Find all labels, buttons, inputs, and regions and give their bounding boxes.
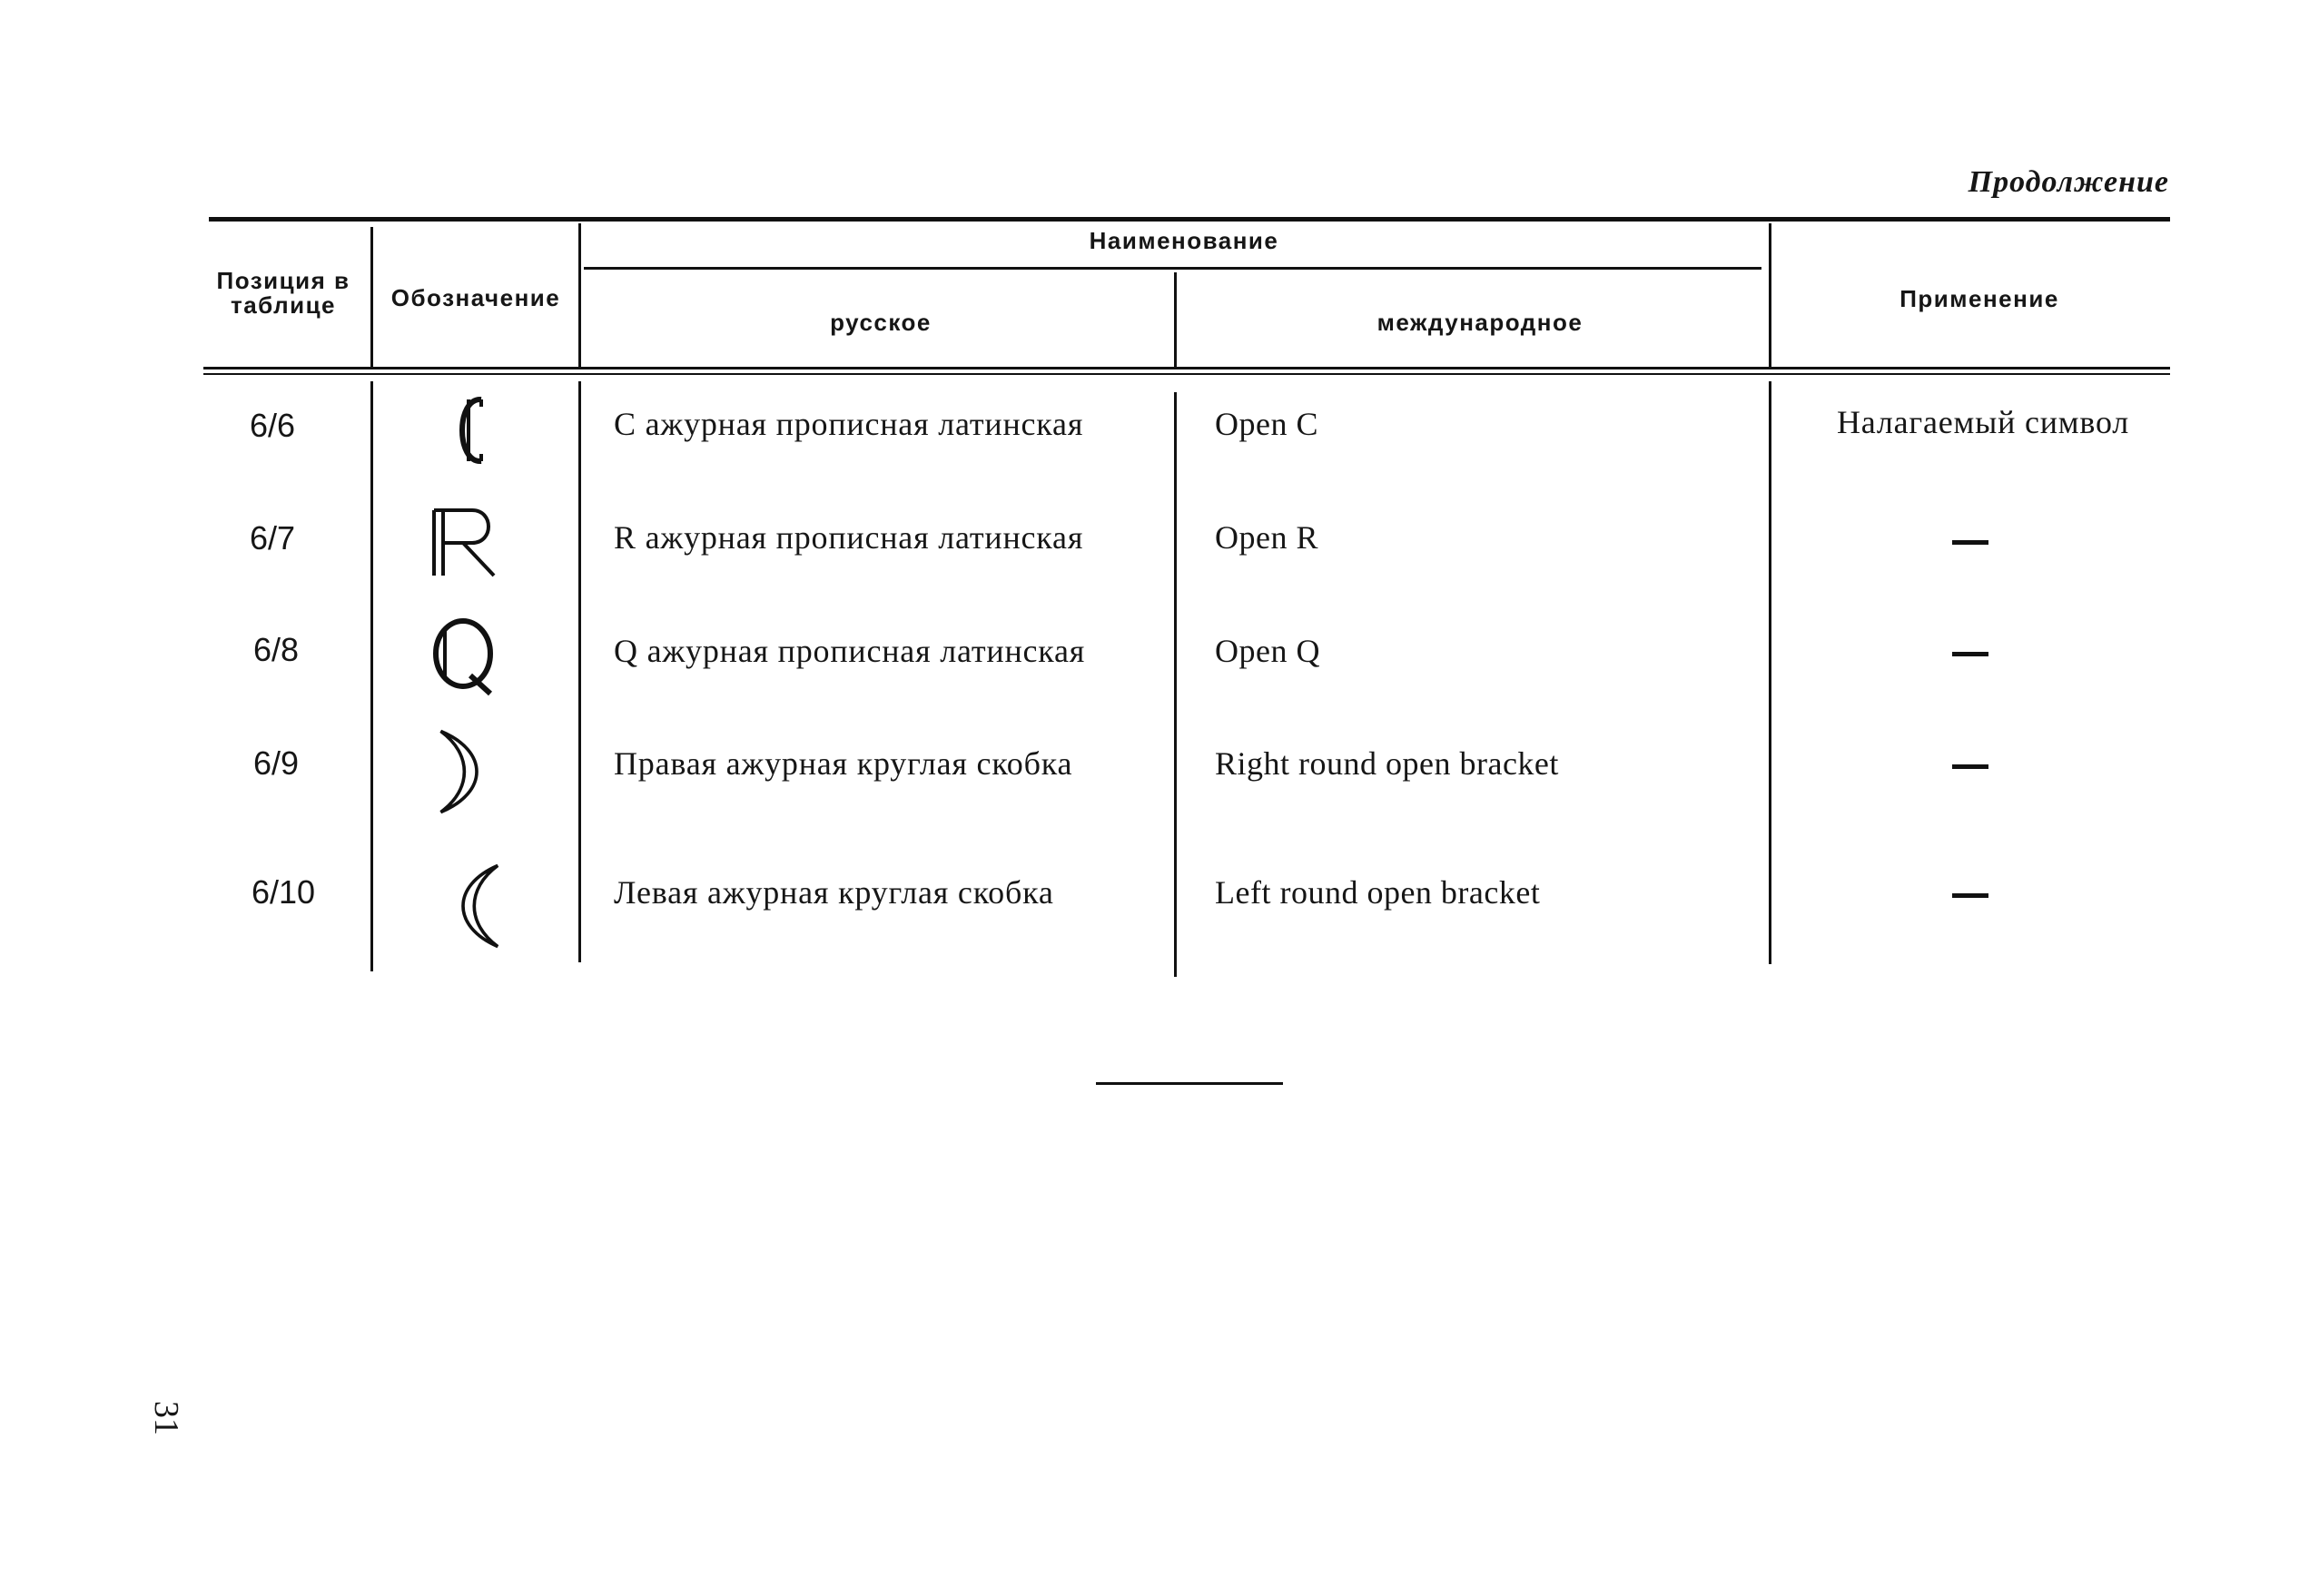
left-open-bracket-icon [427, 861, 536, 951]
header-russian: русское [830, 309, 932, 336]
header-designation: Обозначение [390, 284, 561, 311]
col-divider-2 [578, 381, 581, 962]
name-header-rule [584, 267, 1761, 270]
open-r-icon [418, 492, 527, 592]
international-name-cell: Left round open bracket [1215, 874, 1541, 911]
right-open-bracket-icon [418, 726, 527, 817]
header-bottom-rule-2 [203, 373, 2170, 375]
col-divider-2-header [578, 223, 581, 368]
russian-name-cell: Левая ажурная круглая скобка [614, 874, 1054, 911]
position-cell: 6/9 [252, 744, 300, 782]
position-cell: 6/6 [249, 407, 296, 444]
col-divider-3 [1174, 392, 1177, 977]
header-international: международное [1376, 309, 1584, 336]
international-name-cell: Right round open bracket [1215, 745, 1559, 782]
no-application-dash [1952, 540, 1988, 545]
russian-name-cell: Правая ажурная круглая скобка [614, 745, 1073, 782]
russian-name-cell: С ажурная прописная латинская [614, 406, 1084, 442]
open-q-icon [418, 603, 527, 703]
russian-name-cell: R ажурная прописная латинская [614, 519, 1084, 556]
col-divider-4-header [1769, 223, 1771, 368]
header-application: Применение [1899, 285, 2059, 312]
international-name-cell: Open R [1215, 519, 1318, 556]
position-cell: 6/10 [251, 873, 316, 911]
continuation-label: Продолжение [1968, 165, 2169, 199]
header-name: Наименование [1089, 227, 1279, 254]
header-bottom-rule-1 [203, 367, 2170, 369]
no-application-dash [1952, 652, 1988, 656]
no-application-dash [1952, 764, 1988, 769]
col-divider-3-header [1174, 272, 1177, 368]
international-name-cell: Open C [1215, 406, 1318, 442]
header-position: Позиция в таблице [216, 267, 350, 320]
page-number: 31 [147, 1401, 185, 1435]
col-divider-1 [370, 381, 373, 971]
end-rule [1096, 1082, 1283, 1085]
russian-name-cell: Q ажурная прописная латинская [614, 633, 1086, 669]
application-cell: Налагаемый символ [1836, 404, 2130, 440]
open-c-icon [416, 379, 525, 479]
position-cell: 6/7 [249, 519, 296, 557]
col-divider-4 [1769, 381, 1771, 964]
no-application-dash [1952, 893, 1988, 898]
international-name-cell: Open Q [1215, 633, 1320, 669]
col-divider-1-header [370, 227, 373, 368]
table-top-rule [209, 217, 2170, 222]
position-cell: 6/8 [252, 631, 300, 668]
